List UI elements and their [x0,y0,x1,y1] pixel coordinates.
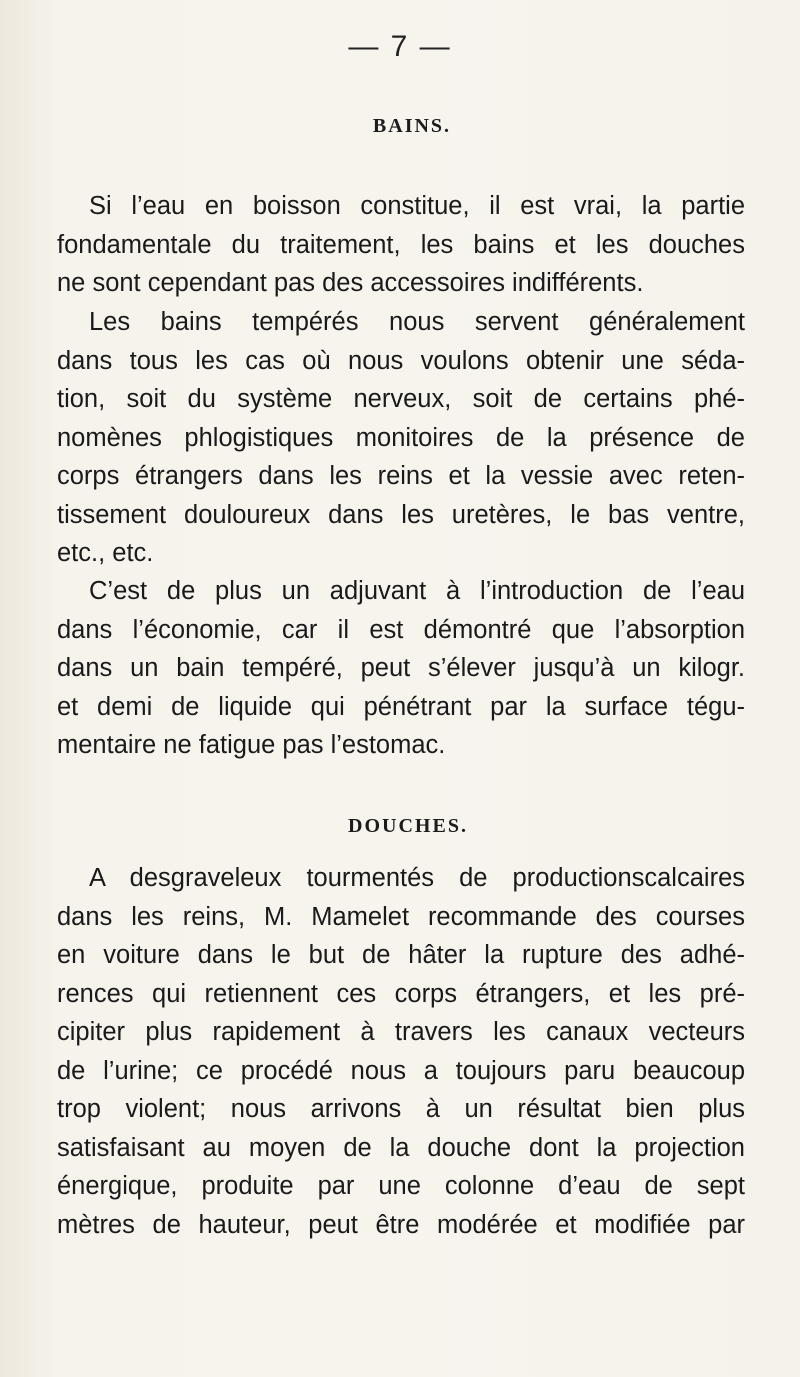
page-number: — 7 — [348,30,452,63]
text-line: mentaire ne fatigue pas l’estomac. [57,731,446,759]
text-line: Si l’eau en boisson constitue, il est vrai, la partie [89,192,745,220]
text-line: énergique, produite par une colonne d’eau de sept [57,1172,745,1200]
text-line: trop violent; nous arrivons à un résultat bien plus [57,1095,745,1123]
text-line: en voiture dans le but de hâter la rupture des adhé- [57,941,745,969]
text-line: dans l’économie, car il est démontré que l’absorption [57,615,745,644]
text-line: et demi de liquide qui pénétrant par la surface tégu- [57,692,745,721]
text-line: C’est de plus un adjuvant à l’introduction de l’eau [89,577,745,605]
text-line: nomènes phlogistiques monitoires de la présence de [57,423,745,452]
paragraph-douches-1 [57,859,745,1244]
text-line: mètres de hauteur, peut être modérée et modifiée par [57,1210,745,1239]
text-line: dans un bain tempéré, peut s’élever jusqu’à un kilogr. [57,654,745,682]
paragraph-bains-3 [57,572,745,765]
text-line: corps étrangers dans les reins et la vessie avec reten- [57,462,745,490]
text-line: ne sont cependant pas des accessoires indifférents. [57,269,644,297]
text-line: etc., etc. [57,539,154,567]
section-heading-bains: BAINS. [372,115,452,137]
text-line: satisfaisant au moyen de la douche dont la projection [57,1133,745,1162]
text-line: dans tous les cas où nous voulons obtenir une séda- [57,346,745,375]
paragraph-bains-1 [57,187,745,303]
text-line: tion, soit du système nerveux, soit de certains phé- [57,385,745,413]
text-line: fondamentale du traitement, les bains et les douches [57,230,745,259]
text-line: cipiter plus rapidement à travers les canaux vecteurs [57,1018,745,1046]
text-line: rences qui retiennent ces corps étrangers, et les pré- [57,979,745,1008]
paragraph-bains-2 [57,303,745,573]
text-line: dans les reins, M. Mamelet recommande des courses [57,902,745,931]
text-line: A desgraveleux tourmentés de productionscalcaires [89,864,745,892]
text-line: de l’urine; ce procédé nous a toujours paru beaucoup [57,1056,745,1085]
section-heading-douches: DOUCHES. [348,815,468,837]
text-line: tissement douloureux dans les uretères, le bas ventre, [57,500,745,529]
text-line: Les bains tempérés nous servent généralement [89,308,745,336]
